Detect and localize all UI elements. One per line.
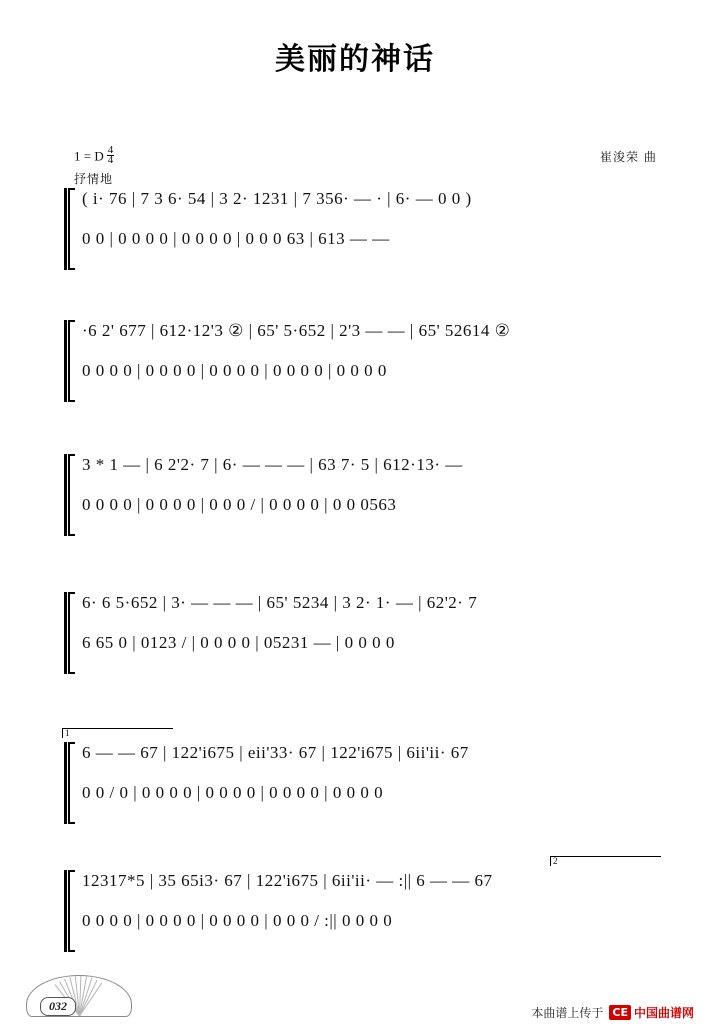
time-signature-numerator: 4 — [107, 144, 114, 156]
staff-upper-melody: 12317*5 | 35 65i3· 67 | 122'i675 | 6ii'ii· — :|| 6 — — 67 — [82, 871, 493, 890]
page-number-badge: 032 — [40, 997, 76, 1016]
staff-upper-melody: ·6 2' 677 | 612·12'3 ② | 65' 5·652 | 2'3 — — | 65' 52614 ② — [82, 321, 511, 340]
staff-upper-melody: 3 * 1 — | 6 2'2· 7 | 6· — — — | 63 7· 5 | 612·13· — — [82, 455, 463, 474]
footer-credit — [531, 1004, 694, 1021]
music-system — [62, 452, 662, 538]
system-brace-icon — [62, 740, 76, 826]
staff-lower-accompaniment: 0 0 0 0 | 0 0 0 0 | 0 0 0 0 | 0 0 0 0 | 0 0 0 0 — [82, 361, 387, 380]
system-brace-icon — [62, 868, 76, 954]
staff-upper-melody: 6· 6 5·652 | 3· — — — | 65' 5234 | 3 2· 1· — | 62'2· 7 — [82, 593, 478, 612]
cn-logo-icon: CE — [609, 1005, 631, 1020]
expression-mark: 抒情地 — [74, 172, 114, 186]
music-system — [62, 186, 662, 272]
music-system — [62, 318, 662, 404]
music-system — [62, 740, 662, 826]
page-title: 美丽的神话 — [275, 42, 435, 77]
key-signature — [74, 146, 114, 166]
staff-upper-melody: 6 — — 67 | 122'i675 | eii'33· 67 | 122'i675 | 6ii'ii· 67 — [82, 743, 469, 762]
music-system — [62, 868, 662, 954]
footer-credit-prefix: 本曲谱上传于 — [531, 1006, 604, 1020]
staff-lower-accompaniment: 6 65 0 | 0123 / | 0 0 0 0 | 05231 — | 0 0 0 0 — [82, 633, 395, 652]
system-brace-icon — [62, 590, 76, 676]
ending-label: 2 — [553, 856, 558, 866]
staff-lower-accompaniment: 0 0 | 0 0 0 0 | 0 0 0 0 | 0 0 0 63 | 613 — — — [82, 229, 390, 248]
key-signature-text: 1 = D — [74, 148, 104, 164]
time-signature — [107, 146, 115, 166]
music-system — [62, 590, 662, 676]
system-brace-icon — [62, 318, 76, 404]
staff-lower-accompaniment: 0 0 0 0 | 0 0 0 0 | 0 0 0 0 | 0 0 0 / :|| 0 0 0 0 — [82, 911, 393, 930]
footer-site-name[interactable]: 中国曲谱网 — [633, 1006, 694, 1020]
system-brace-icon — [62, 452, 76, 538]
staff-lower-accompaniment: 0 0 0 0 | 0 0 0 0 | 0 0 0 / | 0 0 0 0 | 0 0 0563 — [82, 495, 397, 514]
staff-upper-melody: ( i· 76 | 7 3 6· 54 | 3 2· 1231 | 7 356· — · | 6· — 0 0 ) — [82, 189, 472, 208]
guzheng-fan-logo-icon — [26, 975, 130, 1021]
ending-label: 1 — [65, 728, 70, 738]
system-brace-icon — [62, 186, 76, 272]
time-signature-denominator: 4 — [107, 154, 114, 167]
composer-credit: 崔浚荣 曲 — [600, 150, 657, 164]
staff-lower-accompaniment: 0 0 / 0 | 0 0 0 0 | 0 0 0 0 | 0 0 0 0 | 0 0 0 0 — [82, 783, 384, 802]
